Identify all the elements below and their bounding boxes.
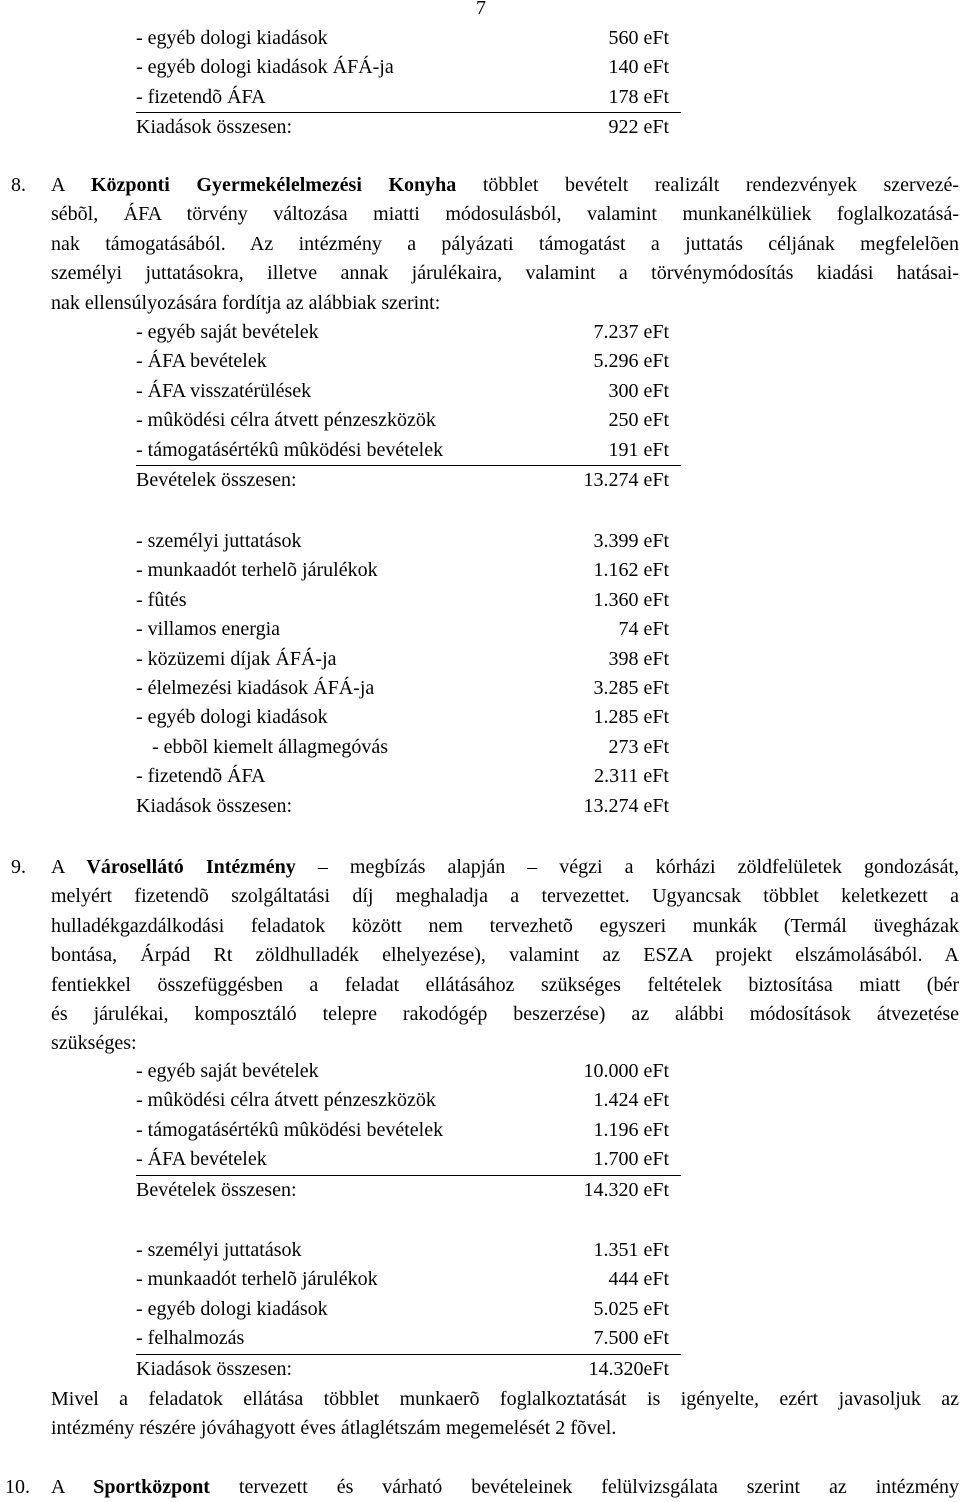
row-label: - munkaadót terhelõ járulékok: [136, 559, 378, 582]
paragraph-line: intézmény részére jóváhagyott éves átlaglétszám megemelését 2 fõvel.: [51, 1417, 617, 1440]
table-row: [136, 527, 681, 556]
row-amount: 140 eFt: [608, 56, 669, 79]
table-row: [136, 733, 681, 762]
row-amount: 5.296 eFt: [593, 350, 669, 373]
table-row: [136, 377, 681, 406]
table-row: [136, 1295, 681, 1324]
institution-name: Városellátó Intézmény: [86, 856, 296, 878]
text-run: A: [51, 1476, 94, 1498]
row-amount: 444 eFt: [608, 1268, 669, 1291]
row-amount: 250 eFt: [608, 409, 669, 432]
text-run: A: [51, 856, 87, 878]
table-row: [136, 24, 681, 53]
paragraph-line: hulladékgazdálkodási feladatok között nem tervezhetõ egyszeri munkák (Termál üvegházak: [51, 914, 959, 937]
institution-name: Sportközpont: [93, 1476, 210, 1498]
total-amount: 13.274 eFt: [583, 468, 669, 491]
table-row: [136, 762, 681, 791]
row-amount: 300 eFt: [608, 379, 669, 402]
row-amount: 7.500 eFt: [593, 1327, 669, 1350]
paragraph-line: sébõl, ÁFA törvény változása miatti módosulásból, valamint munkanélküliek foglalkozatásá-: [51, 203, 959, 226]
row-label: - személyi juttatások: [136, 1239, 302, 1261]
total-amount: 14.320 eFt: [583, 1178, 669, 1201]
row-amount: 7.237 eFt: [593, 321, 669, 343]
section-number: 10.: [5, 1476, 30, 1498]
total-row: [136, 1355, 681, 1384]
section-8-expenses-table: [136, 527, 681, 821]
row-amount: 1.285 eFt: [593, 706, 669, 729]
table-row: [136, 406, 681, 435]
text-run: – megbízás alapján – végzi a kórházi zöldfelületek gondozását,: [295, 856, 960, 878]
row-amount: 1.360 eFt: [593, 588, 669, 611]
section-number: 9.: [11, 856, 26, 878]
row-amount: 1.700 eFt: [593, 1148, 669, 1171]
section-10-paragraph: [5, 1473, 959, 1502]
row-amount: 1.196 eFt: [593, 1118, 669, 1141]
row-label: - személyi juttatások: [136, 530, 302, 552]
paragraph-line: fentiekkel összefüggésben a feladat ellátásához szükséges feltételek biztosítása miatt (bér: [51, 973, 959, 996]
row-amount: 273 eFt: [608, 735, 669, 758]
total-label: Kiadások összesen:: [136, 116, 293, 139]
table-row: [136, 615, 681, 644]
total-amount: 922 eFt: [608, 116, 669, 139]
paragraph-line: nak ellensúlyozására fordítja az alábbiak szerint:: [51, 291, 441, 314]
table-row: [136, 1265, 681, 1294]
table-row: [136, 1145, 681, 1175]
row-label: - élelmezési kiadások ÁFÁ-ja: [136, 676, 375, 699]
total-amount: 14.320eFt: [588, 1357, 669, 1380]
row-label: - közüzemi díjak ÁFÁ-ja: [136, 647, 337, 670]
total-row: [136, 113, 681, 142]
section-9-paragraph: [11, 853, 960, 1059]
row-label: - támogatásértékû mûködési bevételek: [136, 1118, 444, 1141]
row-label: - ÁFA bevételek: [136, 1148, 267, 1171]
table-row: [136, 347, 681, 376]
total-label: Kiadások összesen:: [136, 1357, 293, 1380]
paragraph-line: [51, 853, 959, 882]
total-label: Bevételek összesen:: [136, 1178, 297, 1201]
table-row: [136, 1236, 681, 1265]
paragraph-line: nak támogatásából. Az intézmény a pályázati támogatást a juttatás céljának megfelelõen: [51, 232, 959, 255]
row-label: - villamos energia: [136, 618, 281, 641]
row-label: - egyéb dologi kiadások ÁFÁ-ja: [136, 56, 394, 79]
row-amount: 3.285 eFt: [593, 676, 669, 699]
table-row: [136, 586, 681, 615]
row-label: - ÁFA visszatérülések: [136, 379, 312, 402]
table-row: [136, 83, 681, 113]
row-amount: 1.162 eFt: [593, 559, 669, 582]
row-label: - fizetendõ ÁFA: [136, 85, 266, 108]
row-amount: 2.311 eFt: [594, 765, 669, 788]
row-amount: 3.399 eFt: [593, 530, 669, 552]
paragraph-line: bontása, Árpád Rt zöldhulladék elhelyezése), valamint az ESZA projekt elszámolásából. A: [51, 944, 959, 967]
row-label: - fizetendõ ÁFA: [136, 765, 266, 788]
total-row: [136, 792, 681, 821]
row-label: - egyéb saját bevételek: [136, 1060, 319, 1082]
text-run: tervezett és várható bevételeinek felülvizsgálata szerint az intézmény: [209, 1476, 959, 1498]
table-row: [136, 318, 681, 347]
paragraph-line: személyi juttatásokra, illetve annak járulékaira, valamint a törvénymódosítás kiadási hatásai-: [51, 262, 959, 285]
table-row: [136, 1116, 681, 1145]
section-9-revenues-table: [136, 1057, 681, 1205]
total-row: [136, 1176, 681, 1205]
row-label: - ebbõl kiemelt állagmegóvás: [152, 735, 389, 758]
section-8-paragraph: [11, 171, 959, 318]
row-amount: 10.000 eFt: [583, 1060, 669, 1082]
row-amount: 1.351 eFt: [593, 1239, 669, 1261]
row-label: - ÁFA bevételek: [136, 350, 267, 373]
row-label: - egyéb dologi kiadások: [136, 706, 328, 729]
row-label: - munkaadót terhelõ járulékok: [136, 1268, 378, 1291]
row-amount: 74 eFt: [618, 618, 669, 641]
section-9-expenses-table: [136, 1236, 681, 1384]
row-amount: 560 eFt: [608, 27, 669, 49]
row-amount: 178 eFt: [608, 85, 669, 108]
table-row: [136, 1057, 681, 1086]
table-row: [136, 703, 681, 732]
section-8-revenues-table: [136, 318, 681, 495]
table-row: [136, 1324, 681, 1354]
total-label: Kiadások összesen:: [136, 794, 293, 817]
table-row: [136, 674, 681, 703]
paragraph-line: szükséges:: [51, 1032, 137, 1055]
row-amount: 191 eFt: [608, 438, 669, 461]
table-continued-expenses: [136, 24, 681, 143]
row-label: - támogatásértékû mûködési bevételek: [136, 438, 444, 461]
paragraph-line: és járulékai, komposztáló telepre rakodógép beszerzése) az alábbi módosítások átvezetése: [51, 1002, 959, 1025]
row-label: - mûködési célra átvett pénzeszközök: [136, 1089, 436, 1112]
text-run: többlet bevételt realizált rendezvények szervezé-: [456, 174, 959, 196]
page-number: 7: [476, 0, 486, 19]
total-amount: 13.274 eFt: [583, 794, 669, 817]
paragraph-line: [51, 171, 959, 200]
paragraph-line: melyért fizetendõ szolgáltatási díj meghaladja a tervezettet. Ugyancsak többlet keletkezett a: [51, 885, 959, 908]
row-label: - felhalmozás: [136, 1327, 245, 1350]
row-amount: 5.025 eFt: [593, 1297, 669, 1320]
section-number: 8.: [11, 174, 26, 196]
table-row: [136, 556, 681, 585]
row-amount: 1.424 eFt: [593, 1089, 669, 1112]
total-label: Bevételek összesen:: [136, 468, 297, 491]
row-label: - egyéb saját bevételek: [136, 321, 319, 343]
text-run: A: [51, 174, 91, 196]
section-9-closing-paragraph: [51, 1385, 959, 1444]
row-label: - egyéb dologi kiadások: [136, 1297, 328, 1320]
table-row: [136, 436, 681, 466]
table-row: [136, 1086, 681, 1115]
row-label: - mûködési célra átvett pénzeszközök: [136, 409, 436, 432]
row-label: - fûtés: [136, 588, 187, 611]
paragraph-line: [51, 1473, 959, 1502]
table-row: [136, 645, 681, 674]
institution-name: Központi Gyermekélelmezési Konyha: [90, 174, 457, 196]
row-label: - egyéb dologi kiadások: [136, 27, 328, 49]
row-amount: 398 eFt: [608, 647, 669, 670]
table-row: [136, 53, 681, 82]
paragraph-line: Mivel a feladatok ellátása többlet munkaerõ foglalkoztatását is igényelte, ezért javasoljuk az: [51, 1388, 959, 1410]
total-row: [136, 466, 681, 495]
